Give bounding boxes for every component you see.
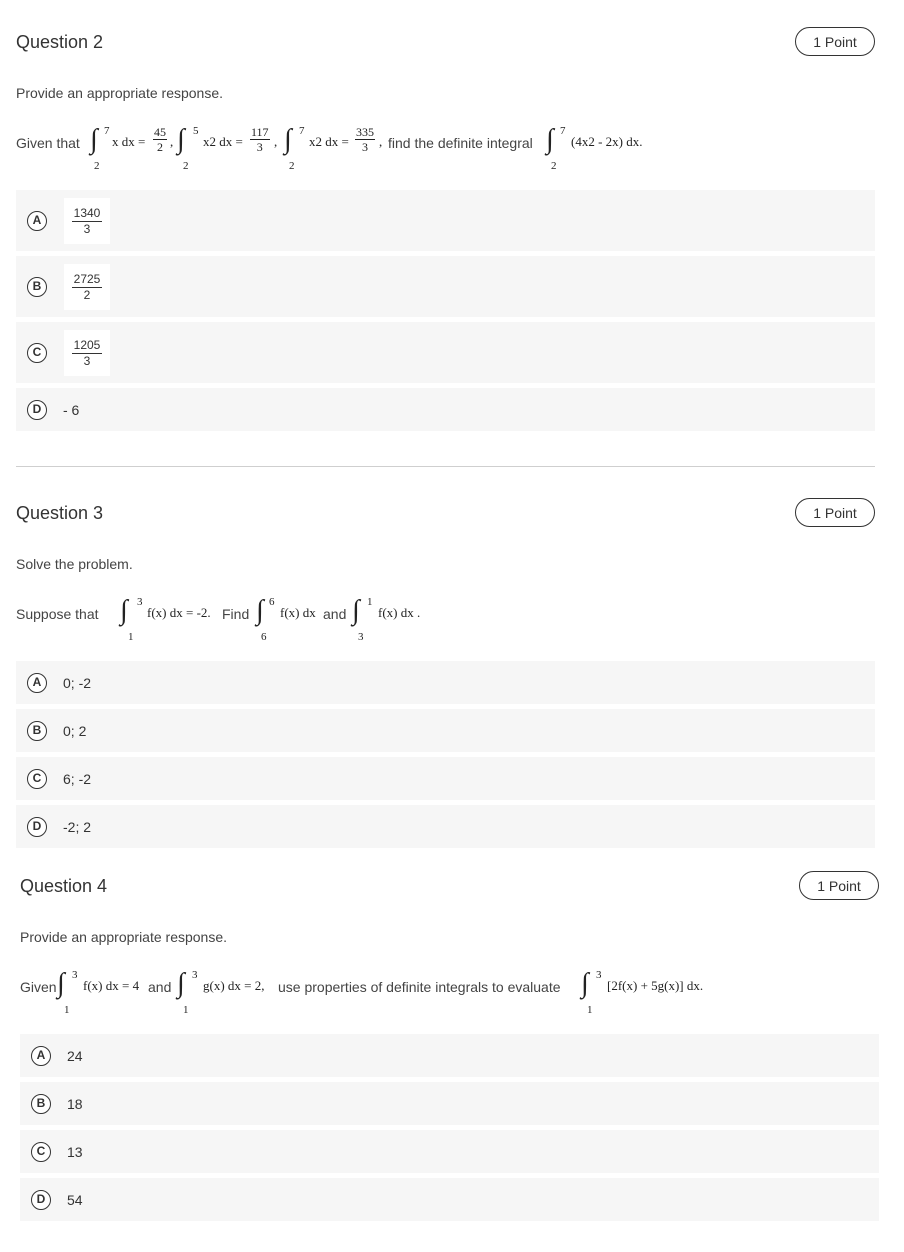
integral-sign-icon: ∫ [256, 595, 264, 626]
option-letter: B [31, 1094, 51, 1114]
fraction-denominator: 3 [362, 140, 368, 154]
upper-limit: 3 [72, 969, 78, 981]
integrand: f(x) dx [280, 605, 316, 620]
lower-limit: 2 [551, 160, 557, 172]
integrand: g(x) dx = 2, [203, 978, 265, 993]
lower-limit: 2 [289, 160, 295, 172]
lower-limit: 1 [128, 631, 134, 643]
option-letter: C [31, 1142, 51, 1162]
upper-limit: 5 [193, 125, 199, 137]
question-statement [20, 966, 879, 1016]
option-text: - 6 [63, 402, 80, 418]
option-text: 0; 2 [63, 723, 87, 739]
upper-limit: 3 [192, 969, 198, 981]
integral-sign-icon: ∫ [177, 124, 185, 155]
question-title: Question 4 [20, 876, 108, 896]
option-text: 54 [67, 1192, 83, 1208]
option-letter: C [27, 343, 47, 363]
lower-limit: 1 [587, 1004, 593, 1016]
fraction-numerator: 335 [356, 125, 374, 139]
integral-sign-icon: ∫ [57, 968, 65, 999]
lower-limit: 2 [183, 160, 189, 172]
upper-limit: 7 [560, 125, 566, 137]
integrand: x2 dx = [203, 134, 243, 149]
option-letter: B [27, 721, 47, 741]
integral-sign-icon: ∫ [120, 595, 128, 626]
upper-limit: 7 [299, 125, 305, 137]
answer-option-b[interactable] [16, 709, 875, 752]
lower-limit: 3 [358, 631, 364, 643]
option-fraction [64, 198, 110, 244]
integrand: f(x) dx = -2. [147, 605, 211, 620]
fraction [250, 125, 270, 154]
option-text: 13 [67, 1144, 83, 1160]
points-badge[interactable]: 1 Point [795, 498, 875, 527]
option-letter: B [27, 277, 47, 297]
question-statement [16, 122, 875, 172]
statement-text: and [148, 979, 172, 995]
option-text: 6; -2 [63, 771, 92, 787]
integrand: [2f(x) + 5g(x)] dx. [607, 978, 704, 993]
separator: , [170, 134, 174, 149]
option-letter: D [27, 400, 47, 420]
integrand: f(x) dx . [378, 605, 421, 620]
option-text: 18 [67, 1096, 83, 1112]
option-text: 24 [67, 1048, 83, 1064]
option-text: 0; -2 [63, 675, 92, 691]
option-letter: D [31, 1190, 51, 1210]
option-fraction [64, 264, 110, 310]
question-title: Question 3 [16, 503, 104, 523]
section-divider [16, 466, 875, 467]
upper-limit: 7 [104, 125, 110, 137]
option-letter: A [31, 1046, 51, 1066]
integral-sign-icon: ∫ [581, 968, 589, 999]
statement-text: use properties of definite integrals to evaluate [278, 979, 561, 995]
question-prompt: Solve the problem. [16, 556, 133, 572]
answer-option-a[interactable] [20, 1034, 879, 1077]
fraction-denominator: 2 [157, 140, 163, 154]
option-letter: C [27, 769, 47, 789]
points-badge[interactable]: 1 Point [799, 871, 879, 900]
fraction-numerator: 1205 [73, 337, 101, 352]
option-letter: A [27, 211, 47, 231]
points-badge[interactable]: 1 Point [795, 27, 875, 56]
fraction-denominator: 2 [83, 287, 91, 302]
separator: , [379, 134, 383, 149]
integrand: x2 dx = [309, 134, 349, 149]
integral-sign-icon: ∫ [177, 968, 185, 999]
upper-limit: 1 [367, 596, 373, 608]
answer-option-b[interactable] [20, 1082, 879, 1125]
lower-limit: 1 [64, 1004, 70, 1016]
option-letter: D [27, 817, 47, 837]
answer-option-a[interactable] [16, 190, 875, 251]
fraction-numerator: 117 [251, 125, 269, 139]
answer-option-d[interactable] [16, 388, 875, 431]
statement-text: Given [20, 979, 57, 995]
integrand: x dx = [112, 134, 146, 149]
upper-limit: 3 [137, 596, 143, 608]
fraction-denominator: 3 [256, 140, 263, 154]
lower-limit: 2 [94, 160, 100, 172]
lower-limit: 1 [183, 1004, 189, 1016]
option-fraction [64, 330, 110, 376]
answer-option-c[interactable] [16, 757, 875, 800]
option-letter: A [27, 673, 47, 693]
answer-option-b[interactable] [16, 256, 875, 317]
integral-sign-icon: ∫ [546, 124, 554, 155]
option-text: -2; 2 [63, 819, 92, 835]
upper-limit: 6 [269, 596, 275, 608]
question-prompt: Provide an appropriate response. [20, 929, 228, 945]
integral-sign-icon: ∫ [90, 124, 98, 155]
fraction-denominator: 3 [83, 353, 91, 368]
question-title: Question 2 [16, 32, 104, 52]
integrand: f(x) dx = 4 [83, 978, 140, 993]
statement-text: and [323, 606, 347, 622]
statement-text: Find [222, 606, 250, 622]
statement-text: Suppose that [16, 606, 99, 622]
answer-option-c[interactable] [20, 1130, 879, 1173]
statement-text: Given that [16, 135, 80, 151]
integrand: (4x2 - 2x) dx. [571, 134, 643, 149]
fraction-denominator: 3 [83, 221, 91, 236]
statement-text: find the definite integral [388, 135, 533, 151]
fraction [355, 125, 375, 154]
fraction [153, 125, 167, 154]
fraction-numerator: 45 [154, 125, 166, 139]
lower-limit: 6 [261, 631, 267, 643]
integral-sign-icon: ∫ [352, 595, 360, 626]
upper-limit: 3 [596, 969, 602, 981]
answer-option-c[interactable] [16, 322, 875, 383]
question-prompt: Provide an appropriate response. [16, 85, 224, 101]
answer-option-d[interactable] [16, 805, 875, 848]
integral-sign-icon: ∫ [284, 124, 292, 155]
question-statement [16, 593, 875, 643]
answer-option-d[interactable] [20, 1178, 879, 1221]
fraction-numerator: 2725 [73, 271, 101, 286]
fraction-numerator: 1340 [73, 205, 101, 220]
separator: , [274, 134, 278, 149]
answer-option-a[interactable] [16, 661, 875, 704]
